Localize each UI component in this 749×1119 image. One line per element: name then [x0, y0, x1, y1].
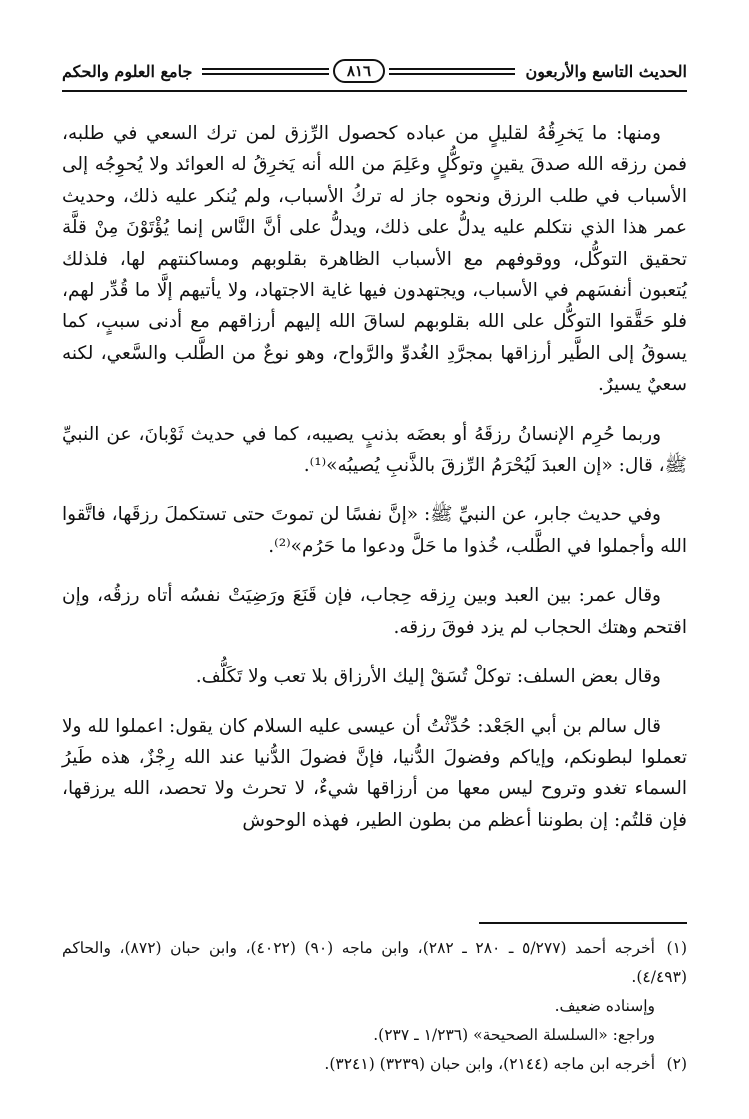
footnote-number: (١): [666, 939, 687, 957]
book-title: جامع العلوم والحكم: [62, 61, 193, 81]
paragraph: وقال عمر: بين العبد وبين رِزقه حِجاب، فإن قَنَعَ ورَضِيَتْ نفسُه أتاه رزقُه، وإن اقتحم وهتك الحجاب لم يزد فوقَ رزقه.: [62, 585, 687, 638]
paragraph: وفي حديث جابر، عن النبيِّ ﷺ: «إنَّ نفسًا لن تموتَ حتى تستكملَ رزقَها، فاتَّقوا الله وأجملوا في الطَّلب، خُذوا ما حَلَّ ودعوا ما حَرُم»⁽²⁾.: [62, 504, 687, 557]
footnote-2: [62, 1050, 687, 1079]
chapter-title: الحديث التاسع والأربعون: [525, 61, 687, 81]
footnote-1-reference: وراجع: «السلسلة الصحيحة» (١/٢٣٦ ـ ٢٣٧).: [373, 1026, 655, 1044]
footnote-divider: [479, 922, 687, 924]
header-rule-left: [202, 68, 328, 75]
footnote-number: (٢): [666, 1055, 687, 1073]
footnote-1: [62, 934, 687, 992]
paragraph: ومنها: ما يَخرِقُهُ لقليلٍ من عباده كحصول الرِّزق لمن ترك السعي في طلبه، فمن رزقه الله صدقَ يقينٍ وتوكُّلٍ وعَلِمَ من الله أنه يَخرِقُ له العوائد ولا يُحوِجُه إلى الأسباب في طلب الرزق ونحوه جاز له تركُ الأسباب، ولم يُنكر عليه ذلك، وحديث عمر هذا الذي نتكلم عليه يدلُّ على ذلك، ويدلُّ على أنَّ النَّاس إنما يُؤْتَوْنَ مِنْ قلَّة تحقيق التوكُّل، ووقوفهم مع الأسباب الظاهرة بقلوبهم ومساكنتهم لها، فلذلك يُتعبون أنفسَهم في الأسباب، ويجتهدون فيها غاية الاجتهاد، ولا يأتيهم إلَّا ما قُدِّر لهم، فلو حَقَّقوا التوكُّل على الله بقلوبهم لساقَ الله إليهم أرزاقهم مع أدنى سببٍ، كما يسوقُ إلى الطَّير أرزاقها بمجرَّدِ الغُدوِّ والرَّواح، وهو نوعٌ من الطَّلب والسَّعي، لكنه سعيٌ يسيرٌ.: [62, 123, 687, 396]
footnote-text: أخرجه أحمد (٥/٢٧٧ ـ ٢٨٠ ـ ٢٨٢)، وابن ماجه (٩٠) (٤٠٢٢)، وابن حبان (٨٧٢)، والحاكم (٤/٤٩٣).: [62, 939, 687, 986]
header-rule-right: [389, 68, 515, 75]
header-ornament: [202, 59, 515, 83]
footnote-text: أخرجه ابن ماجه (٢١٤٤)، وابن حبان (٣٢٣٩) (٣٢٤١).: [324, 1055, 655, 1073]
paragraph: وربما حُرِم الإنسانُ رزقَهُ أو بعضَه بذنبٍ يصيبه، كما في حديث ثَوْبانَ، عن النبيِّ ﷺ، قال: «إن العبدَ لَيُحْرَمُ الرِّزقَ بالذَّنبِ يُصيبُه»⁽¹⁾.: [62, 423, 687, 477]
paragraph: وقال بعض السلف: توكلْ تُسَقْ إليك الأرزاق بلا تعب ولا تَكَلُّف.: [195, 666, 661, 688]
footnote-1-note: وإسناده ضعيف.: [554, 997, 655, 1015]
paragraph: قال سالم بن أبي الجَعْد: حُدِّثْتُ أن عيسى عليه السلام كان يقول: اعملوا لله ولا تعملوا لبطونكم، وإياكم وفضولَ الدُّنيا، فإنَّ فضولَ الدُّنيا عند الله رِجْزٌ، هذه طَيرُ السماء تغدو وتروح ليس معها من أرزاقها شيءٌ، لا تحرث ولا تحصد، الله يرزقها، فإن قلتُم: إن بطوننا أعظم من بطون الطير، فهذه الوحوش: [62, 715, 687, 831]
page-number: ٨١٦: [333, 59, 385, 83]
footnotes: [62, 934, 687, 1079]
main-text: [62, 118, 687, 854]
header-divider: [62, 90, 687, 92]
running-header: [62, 58, 687, 84]
